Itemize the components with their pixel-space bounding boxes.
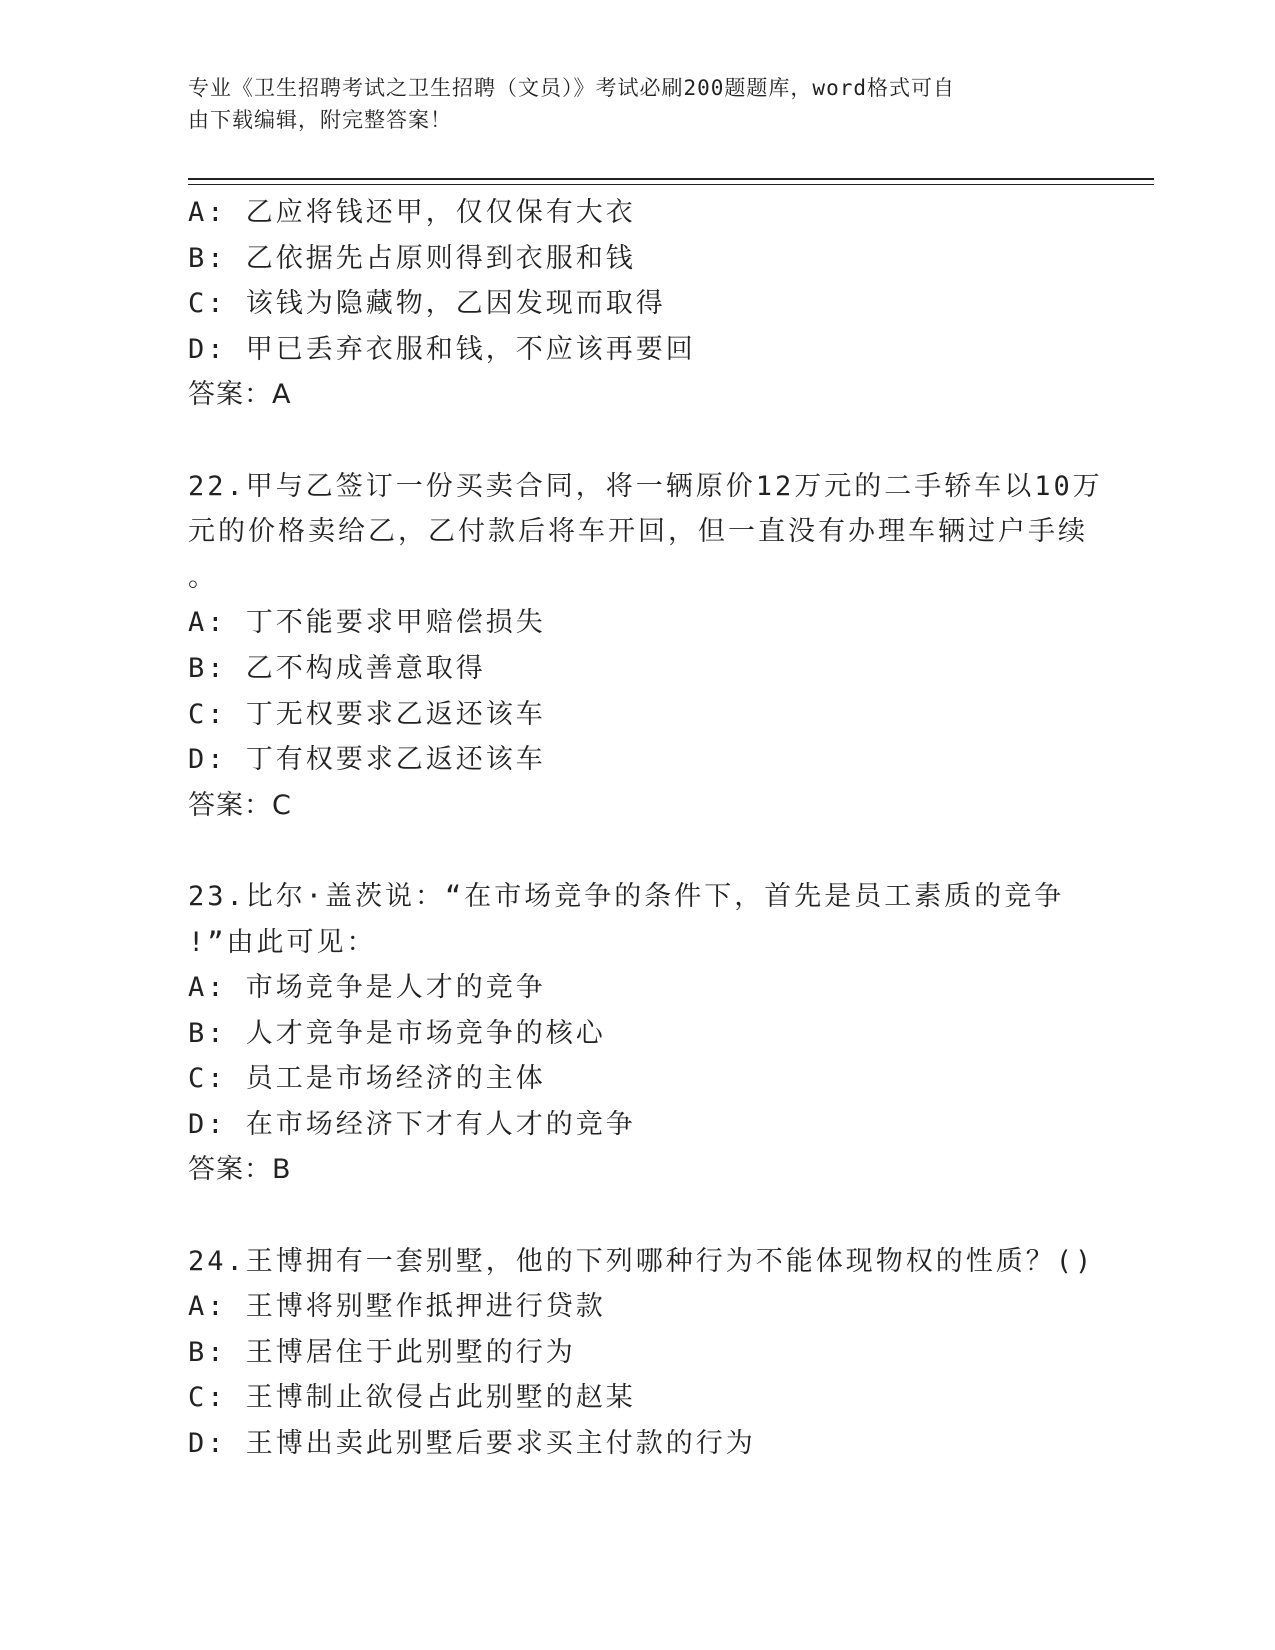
question-23 bbox=[188, 874, 1088, 1193]
option-d: D: 在市场经济下才有人才的竞争 bbox=[188, 1108, 636, 1140]
option-a: A: 王博将别墅作抵押进行贷款 bbox=[188, 1291, 606, 1323]
question-24 bbox=[188, 1239, 1095, 1467]
option-a: A: 乙应将钱还甲，仅仅保有大衣 bbox=[188, 197, 636, 228]
option-c: C: 该钱为隐藏物，乙因发现而取得 bbox=[188, 288, 666, 320]
option-c: C: 丁无权要求乙返还该车 bbox=[188, 698, 546, 730]
document-header bbox=[188, 72, 1088, 136]
option-c: C: 王博制止欲侵占此别墅的赵某 bbox=[188, 1382, 636, 1414]
question-stem-line: 24.王博拥有一套别墅，他的下列哪种行为不能体现物权的性质？() bbox=[188, 1245, 1095, 1277]
option-a: A: 丁不能要求甲赔偿损失 bbox=[188, 607, 546, 639]
question-content bbox=[188, 190, 1103, 1467]
spacer bbox=[188, 828, 1088, 874]
option-b: B: 人才竞争是市场竞争的核心 bbox=[188, 1017, 606, 1049]
option-d: D: 甲已丢弃衣服和钱，不应该再要回 bbox=[188, 333, 696, 365]
question-stem-line: 元的价格卖给乙，乙付款后将车开回，但一直没有办理车辆过户手续 bbox=[188, 516, 1088, 548]
answer-line: 答案：A bbox=[188, 379, 292, 411]
option-a: A: 市场竞争是人才的竞争 bbox=[188, 972, 546, 1004]
answer-line: 答案：C bbox=[188, 789, 292, 821]
option-c: C: 员工是市场经济的主体 bbox=[188, 1063, 546, 1095]
header-divider-thin bbox=[188, 184, 1154, 185]
spacer bbox=[188, 418, 1088, 464]
question-stem-line: !”由此可见： bbox=[188, 926, 377, 958]
option-b: B: 王博居住于此别墅的行为 bbox=[188, 1336, 576, 1368]
option-b: B: 乙依据先占原则得到衣服和钱 bbox=[188, 242, 636, 274]
question-21 bbox=[188, 190, 1088, 418]
header-divider-thick bbox=[188, 178, 1154, 180]
question-stem-line: 。 bbox=[188, 561, 218, 593]
answer-line: 答案：B bbox=[188, 1154, 292, 1186]
spacer bbox=[188, 1193, 1088, 1239]
option-d: D: 王博出卖此别墅后要求买主付款的行为 bbox=[188, 1428, 756, 1460]
option-d: D: 丁有权要求乙返还该车 bbox=[188, 744, 546, 776]
header-title-line-2: 由下载编辑，附完整答案！ bbox=[188, 108, 452, 132]
question-22 bbox=[188, 464, 1103, 829]
question-stem-line: 23.比尔·盖茨说：“在市场竞争的条件下，首先是员工素质的竞争 bbox=[188, 880, 1065, 912]
option-b: B: 乙不构成善意取得 bbox=[188, 652, 486, 684]
question-stem-line: 22.甲与乙签订一份买卖合同，将一辆原价12万元的二手轿车以10万 bbox=[188, 470, 1103, 502]
header-title-line-1: 专业《卫生招聘考试之卫生招聘（文员）》考试必刷200题题库，word格式可自 bbox=[188, 76, 955, 100]
